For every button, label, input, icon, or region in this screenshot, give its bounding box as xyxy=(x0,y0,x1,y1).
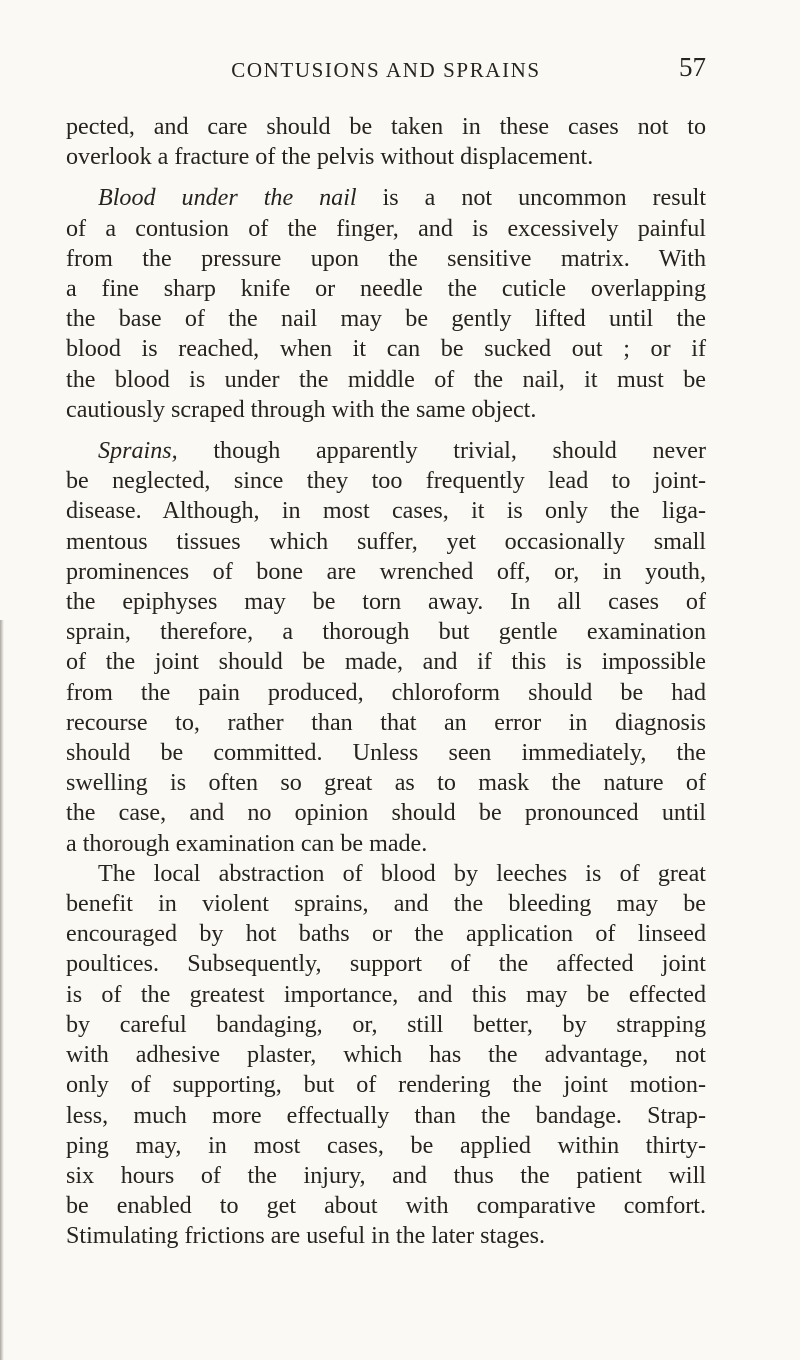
text-line: six hours of the injury, and thus the patient will xyxy=(66,1162,706,1189)
text-line: benefit in violent sprains, and the bleeding may be xyxy=(66,891,706,918)
text-line: Sprains, though apparently trivial, should never xyxy=(98,438,706,465)
text-line: disease. Although, in most cases, it is only the liga- xyxy=(66,498,706,525)
text-line: a thorough examination can be made. xyxy=(66,830,428,857)
text-line: sprain, therefore, a thorough but gentle examination xyxy=(66,619,706,646)
text-line: The local abstraction of blood by leeches is of great xyxy=(98,860,706,887)
text-line: the base of the nail may be gently lifted until the xyxy=(66,306,706,333)
paragraph-sprains xyxy=(66,436,706,859)
text-line: should be committed. Unless seen immediately, the xyxy=(66,740,706,767)
page-edge-shadow xyxy=(0,620,4,1360)
body-text xyxy=(66,112,706,1252)
paragraph-lead-italic: Blood under the nail xyxy=(98,185,357,212)
text-line: by careful bandaging, or, still better, by strapping xyxy=(66,1011,706,1038)
text-line: cautiously scraped through with the same object. xyxy=(66,396,537,423)
text-line: is of the greatest importance, and this may be effected xyxy=(66,981,706,1008)
running-title: CONTUSIONS AND SPRAINS xyxy=(231,58,541,82)
text-line: the blood is under the middle of the nail, it must be xyxy=(66,366,706,393)
text-line: overlook a fracture of the pelvis without displacement. xyxy=(66,144,594,171)
text-line: encouraged by hot baths or the application of linseed xyxy=(66,921,706,948)
text-line: with adhesive plaster, which has the advantage, not xyxy=(66,1042,706,1069)
page-header xyxy=(66,52,706,86)
text-line: from the pressure upon the sensitive matrix. With xyxy=(66,245,706,272)
paragraph-pelvis-continuation xyxy=(66,112,706,172)
text-line: of a contusion of the finger, and is excessively painful xyxy=(66,215,706,242)
text-line: only of supporting, but of rendering the joint motion- xyxy=(66,1072,706,1099)
text-line: poultices. Subsequently, support of the affected joint xyxy=(66,951,706,978)
text-line: recourse to, rather than that an error in diagnosis xyxy=(66,709,706,736)
text-line: of the joint should be made, and if this is impossible xyxy=(66,649,706,676)
text-line: Stimulating frictions are useful in the later stages. xyxy=(66,1223,546,1250)
text-line: less, much more effectually than the bandage. Strap- xyxy=(66,1102,706,1129)
text-line: Blood under the nail is a not uncommon result xyxy=(98,185,707,212)
text-line: blood is reached, when it can be sucked out ; or if xyxy=(66,336,706,363)
text-line: be neglected, since they too frequently lead to joint- xyxy=(66,468,706,495)
text-line: ping may, in most cases, be applied within thirty- xyxy=(66,1132,706,1159)
text-line: pected, and care should be taken in these cases not to xyxy=(66,114,706,140)
text-line: from the pain produced, chloroform should be had xyxy=(66,679,706,706)
text-line: mentous tissues which suffer, yet occasionally small xyxy=(66,528,706,555)
text-line: the epiphyses may be torn away. In all cases of xyxy=(66,589,706,616)
text-line: the case, and no opinion should be pronounced until xyxy=(66,800,706,827)
paragraph-lead-italic: Sprains, xyxy=(98,438,178,465)
text-line: prominences of bone are wrenched off, or, in youth, xyxy=(66,558,706,585)
paragraph-blood-under-nail xyxy=(66,183,706,425)
text-line: be enabled to get about with comparative comfort. xyxy=(66,1193,706,1220)
paragraph-leeches xyxy=(66,859,706,1252)
text-line: swelling is often so great as to mask the nature of xyxy=(66,770,706,797)
text-line: a fine sharp knife or needle the cuticle overlapping xyxy=(66,276,706,303)
page-number: 57 xyxy=(679,52,706,82)
